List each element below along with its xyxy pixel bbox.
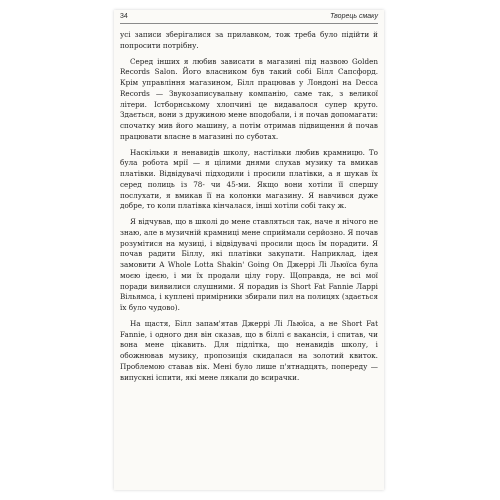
paragraph-4: Я відчував, що в школі до мене ставляться так, наче я нічого не знаю, але в музичній крамниці мене сприймали серйозно. Я почав розумітися на музиці, і відвідувачі просили щось їм порадити. Я почав радити Біллу, які платівки закупати. Наприклад, ідея замовити A Whole Lotta Shakin' Going On Джеррі Лі Льюїса була моєю ідеєю, і ми їх продали цілу гору. Щоправда, не всі мої поради виявилися слушними. Я порадив із Short Fat Fannie Ларрі Вільямса, і куплені примірники збирали пил на полицях (здається їх було чудово).	[120, 217, 378, 312]
paragraph-1: усі записи зберігалися за прилавком, тож треба було підійти й попросити потрібну.	[120, 30, 378, 50]
page-number: 34	[120, 13, 128, 20]
paragraph-2: Серед інших я любив зависати в магазині під назвою Golden Records Salon. Його власником був такий собі Білл Сапсфорд. Крім управління магазином, Білл працював у Лондоні на Decca Records — Звукозаписувальну компанію, саме так, з великої літери. Істборнському хлопчині це видавалося супер круто. Здається, вони з дружиною мене вподобали, і я почав допомагати: спочатку мив його машину, а потім отримав підвищення й почав працювати власне в магазині по суботах.	[120, 56, 378, 141]
header-rule	[120, 23, 378, 24]
book-page	[114, 10, 384, 490]
running-title: Творець смаку	[330, 13, 378, 20]
paragraph-3: Наскільки я ненавидів школу, настільки любив крамницю. То була робота мрії — я цілими днями слухав музику та вмикав платівки. Відвідувачі підходили і просили платівки, а я шукав їх серед полиць із 78- чи 45-ми. Якщо вони хотіли її спершу послухати, я вмикав її на колонки магазину. Я навчився дуже добре, то коли платівка кінчалася, інші хотіли собі таку ж.	[120, 147, 378, 211]
page-header	[120, 13, 378, 25]
paragraph-5: На щастя, Білл запам'ятав Джеррі Лі Льюїса, а не Short Fat Fannie, і одного дня він сказав, що в біллі є вакансія, і спитав, чи вона мене цікавить. Для підлітка, що ненавидів школу, і обожнював музику, пропозиція скидалася на золотий квиток. Проблемою ставав вік. Мені було лише п'ятнадцять, попереду — випускні іспити, які мене лякали до всирачки.	[120, 318, 378, 382]
page-body	[120, 30, 378, 486]
